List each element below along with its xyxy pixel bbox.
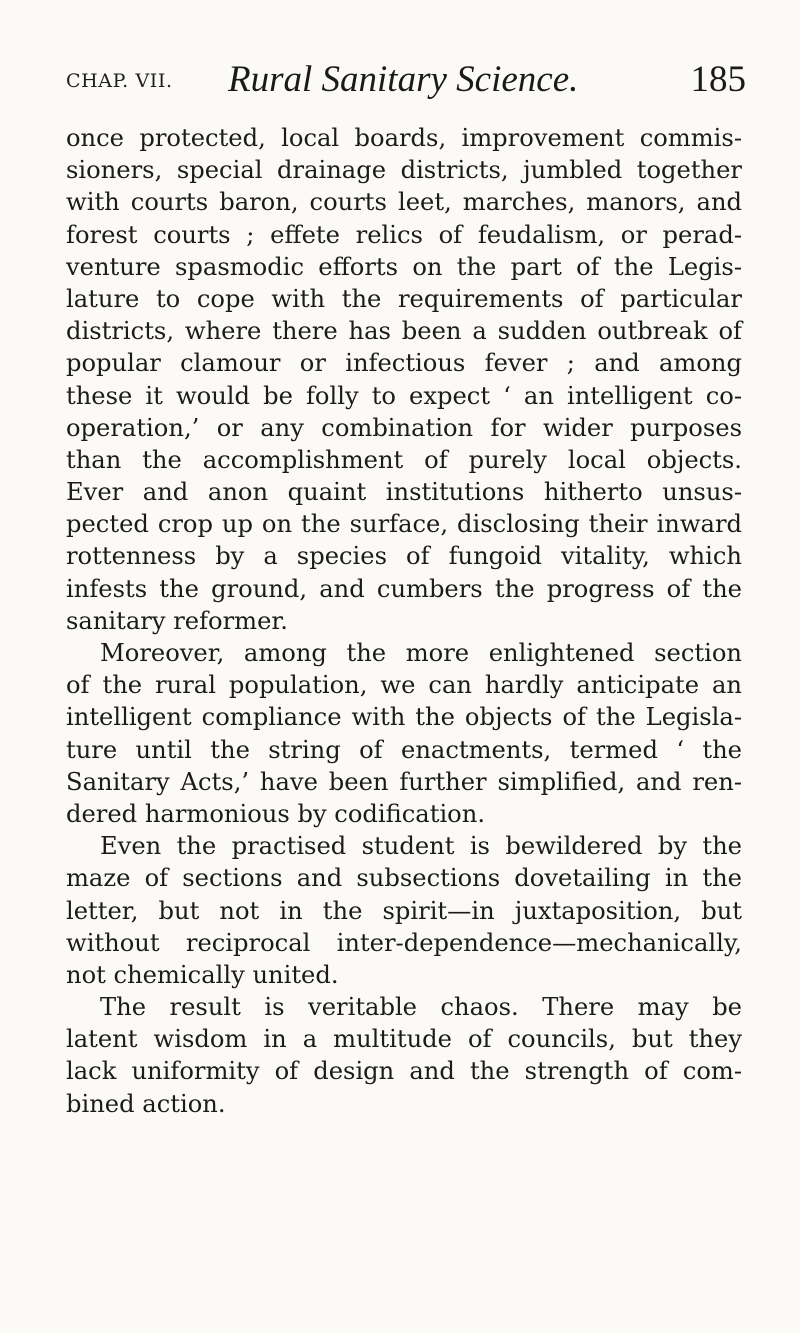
text-line: popular clamour or infectious fever ; and among [66,349,742,378]
text-line: latent wisdom in a multitude of councils, but they [66,1025,742,1054]
text-line: sioners, special drainage districts, jumbled together [66,156,742,185]
text-line: infests the ground, and cumbers the progress of the [66,574,742,603]
text-line: dered harmonious by codification. [66,799,486,828]
text-line: Ever and anon quaint institutions hitherto unsus- [66,478,742,507]
page-header [66,50,746,110]
text-line: with courts baron, courts leet, marches, manors, and [66,188,742,217]
text-line: lack uniformity of design and the strength of com- [66,1057,742,1086]
body-text [66,122,742,1120]
text-line: Even the practised student is bewildered by the [100,832,742,861]
text-line: lature to cope with the requirements of particular [66,284,742,313]
text-line: districts, where there has been a sudden outbreak of [66,317,742,346]
page-number: 185 [690,59,746,100]
text-line: forest courts ; effete relics of feudalism, or perad- [66,220,742,249]
text-line: bined action. [66,1089,226,1118]
text-line: operation,’ or any combination for wider purposes [66,413,742,442]
text-line: of the rural population, we can hardly anticipate an [66,671,742,700]
text-line: rottenness by a species of fungoid vitality, which [66,542,742,571]
text-line: without reciprocal inter-dependence—mechanically, [66,928,742,957]
text-line: not chemically united. [66,960,339,989]
text-line: ture until the string of enactments, termed ‘ the [66,735,742,764]
text-line: pected crop up on the surface, disclosing their inward [66,510,742,539]
text-line: Moreover, among the more enlightened section [100,639,742,667]
text-line: these it would be folly to expect ‘ an intelligent co- [66,381,742,410]
text-line: sanitary reformer. [66,606,288,635]
text-line: once protected, local boards, improvement commis- [66,124,742,152]
text-line: intelligent compliance with the objects of the Legisla- [66,703,742,732]
text-line: venture spasmodic efforts on the part of the Legis- [66,252,742,281]
text-line: Sanitary Acts,’ have been further simplified, and ren- [66,767,742,796]
text-line: The result is veritable chaos. There may be [100,993,742,1022]
chapter-label: CHAP. VII. [66,70,173,92]
text-line: than the accomplishment of purely local objects. [66,445,742,474]
text-line: maze of sections and subsections dovetailing in the [66,864,742,893]
running-title: Rural Sanitary Science. [228,59,579,100]
text-line: letter, but not in the spirit—in juxtaposition, but [66,896,742,925]
